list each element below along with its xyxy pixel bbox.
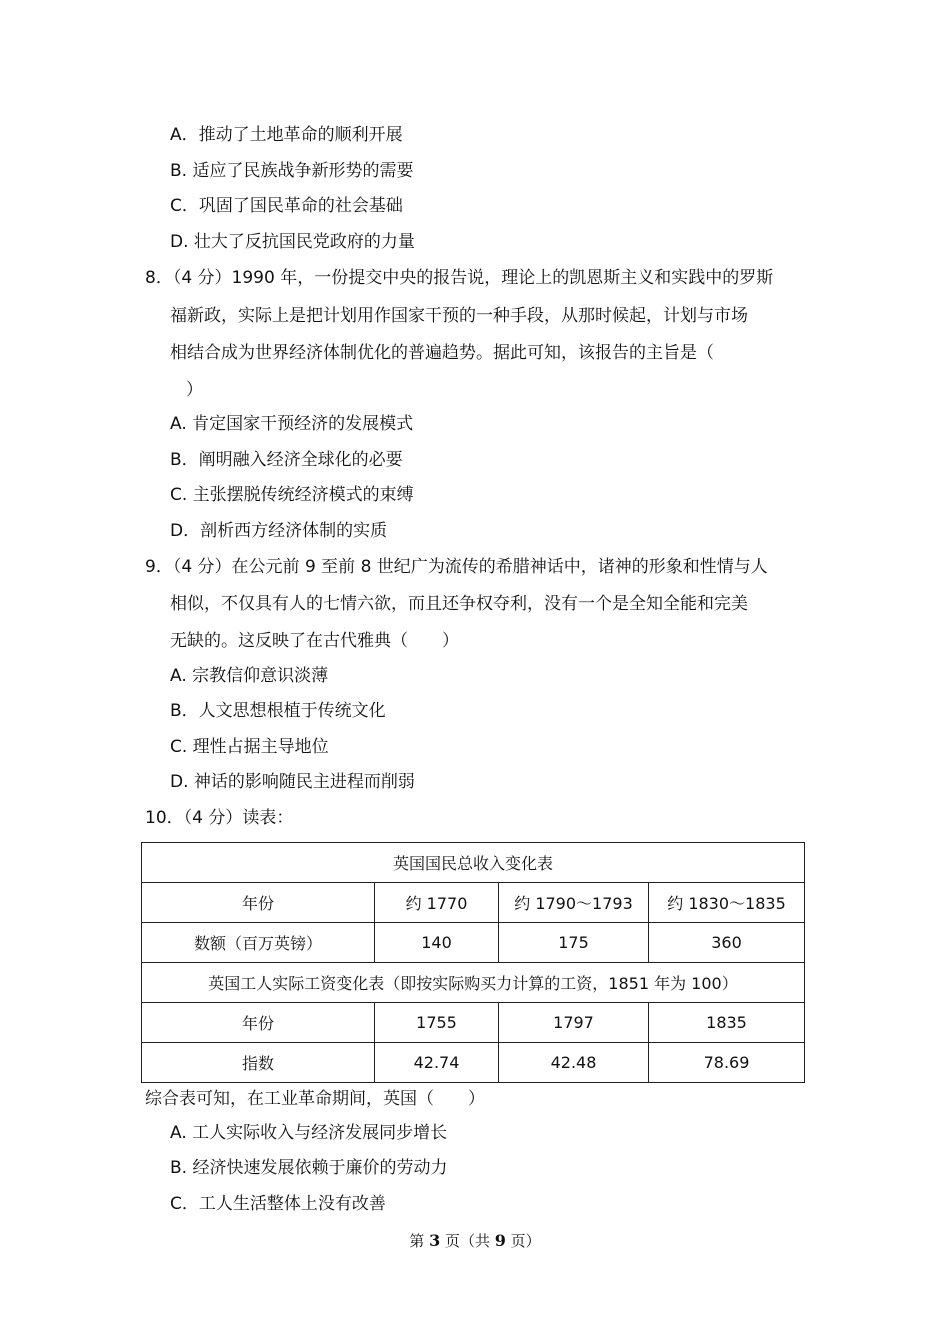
- q10-option-b: B. 经济快速发展依赖于廉价的劳动力: [170, 1158, 448, 1178]
- q10-option-c: C．工人生活整体上没有改善: [170, 1194, 386, 1214]
- q8-option-a: A. 肯定国家干预经济的发展模式: [170, 414, 414, 434]
- q8-option-c: C. 主张摆脱传统经济模式的束缚: [170, 485, 414, 505]
- footer-middle: 页（共: [440, 1232, 495, 1250]
- page-footer: [0, 1230, 950, 1251]
- q7-option-c: C．巩固了国民革命的社会基础: [170, 196, 403, 216]
- table2-header-row: [142, 1003, 805, 1043]
- table2-caption-row: [142, 963, 805, 1003]
- q8-stem-line-3: 相结合成为世界经济体制优化的普遍趋势。据此可知，该报告的主旨是（: [170, 343, 714, 363]
- q9-stem-line-2: 相似，不仅具有人的七情六欲，而且还争权夺利，没有一个是全知全能和完美: [170, 594, 748, 614]
- table-cell: 指数: [142, 1043, 375, 1083]
- table-cell: 约 1790～1793: [499, 883, 649, 923]
- table-cell: 年份: [142, 883, 375, 923]
- q10-stem: 10．（4 分）读表：: [145, 808, 294, 828]
- q8-stem-line-2: 福新政，实际上是把计划用作国家干预的一种手段，从那时候起，计划与市场: [170, 306, 748, 326]
- q8-stem-line-4: ）: [186, 380, 203, 400]
- q7-option-b: B. 适应了民族战争新形势的需要: [170, 161, 414, 181]
- table2-data-row: [142, 1043, 805, 1083]
- q9-option-d: D. 神话的影响随民主进程而削弱: [170, 772, 415, 792]
- income-wage-table: [141, 842, 805, 1083]
- table-cell: 数额（百万英镑）: [142, 923, 375, 963]
- q9-option-b: B．人文思想根植于传统文化: [170, 701, 386, 721]
- table-cell: 1755: [375, 1003, 499, 1043]
- table-cell: 约 1770: [375, 883, 499, 923]
- q7-option-a: A．推动了土地革命的顺利开展: [170, 125, 403, 145]
- q9-option-c: C. 理性占据主导地位: [170, 737, 329, 757]
- q8-option-d: D．剖析西方经济体制的实质: [170, 521, 388, 541]
- footer-suffix: 页）: [505, 1232, 541, 1250]
- q9-option-a: A. 宗教信仰意识淡薄: [170, 666, 329, 686]
- footer-prefix: 第: [409, 1232, 430, 1250]
- q9-stem-line-3: 无缺的。这反映了在古代雅典（ ）: [170, 631, 459, 651]
- q8-stem-line-1: 8．（4 分）1990 年，一份提交中央的报告说，理论上的凯恩斯主义和实践中的罗斯: [145, 268, 774, 288]
- table-cell: 年份: [142, 1003, 375, 1043]
- footer-total-pages: 9: [494, 1231, 506, 1250]
- footer-page-number: 3: [429, 1231, 441, 1250]
- table-cell: 360: [649, 923, 805, 963]
- q10-option-a: A. 工人实际收入与经济发展同步增长: [170, 1123, 448, 1143]
- table1-caption-row: [142, 843, 805, 883]
- table1-header-row: [142, 883, 805, 923]
- table-cell: 140: [375, 923, 499, 963]
- q8-option-b: B．阐明融入经济全球化的必要: [170, 450, 403, 470]
- table-cell: 175: [499, 923, 649, 963]
- table1-data-row: [142, 923, 805, 963]
- table1-caption: 英国国民总收入变化表: [142, 843, 805, 883]
- q10-after-table: 综合表可知，在工业革命期间，英国（ ）: [145, 1089, 485, 1109]
- q9-stem-line-1: 9．（4 分）在公元前 9 至前 8 世纪广为流传的希腊神话中，诸神的形象和性情与人: [145, 557, 768, 577]
- table2-caption: 英国工人实际工资变化表（即按实际购买力计算的工资，1851 年为 100）: [142, 963, 805, 1003]
- table-cell: 约 1830～1835: [649, 883, 805, 923]
- table-cell: 78.69: [649, 1043, 805, 1083]
- table-cell: 1797: [499, 1003, 649, 1043]
- table-cell: 42.48: [499, 1043, 649, 1083]
- table-cell: 42.74: [375, 1043, 499, 1083]
- table-cell: 1835: [649, 1003, 805, 1043]
- q7-option-d: D. 壮大了反抗国民党政府的力量: [170, 232, 415, 252]
